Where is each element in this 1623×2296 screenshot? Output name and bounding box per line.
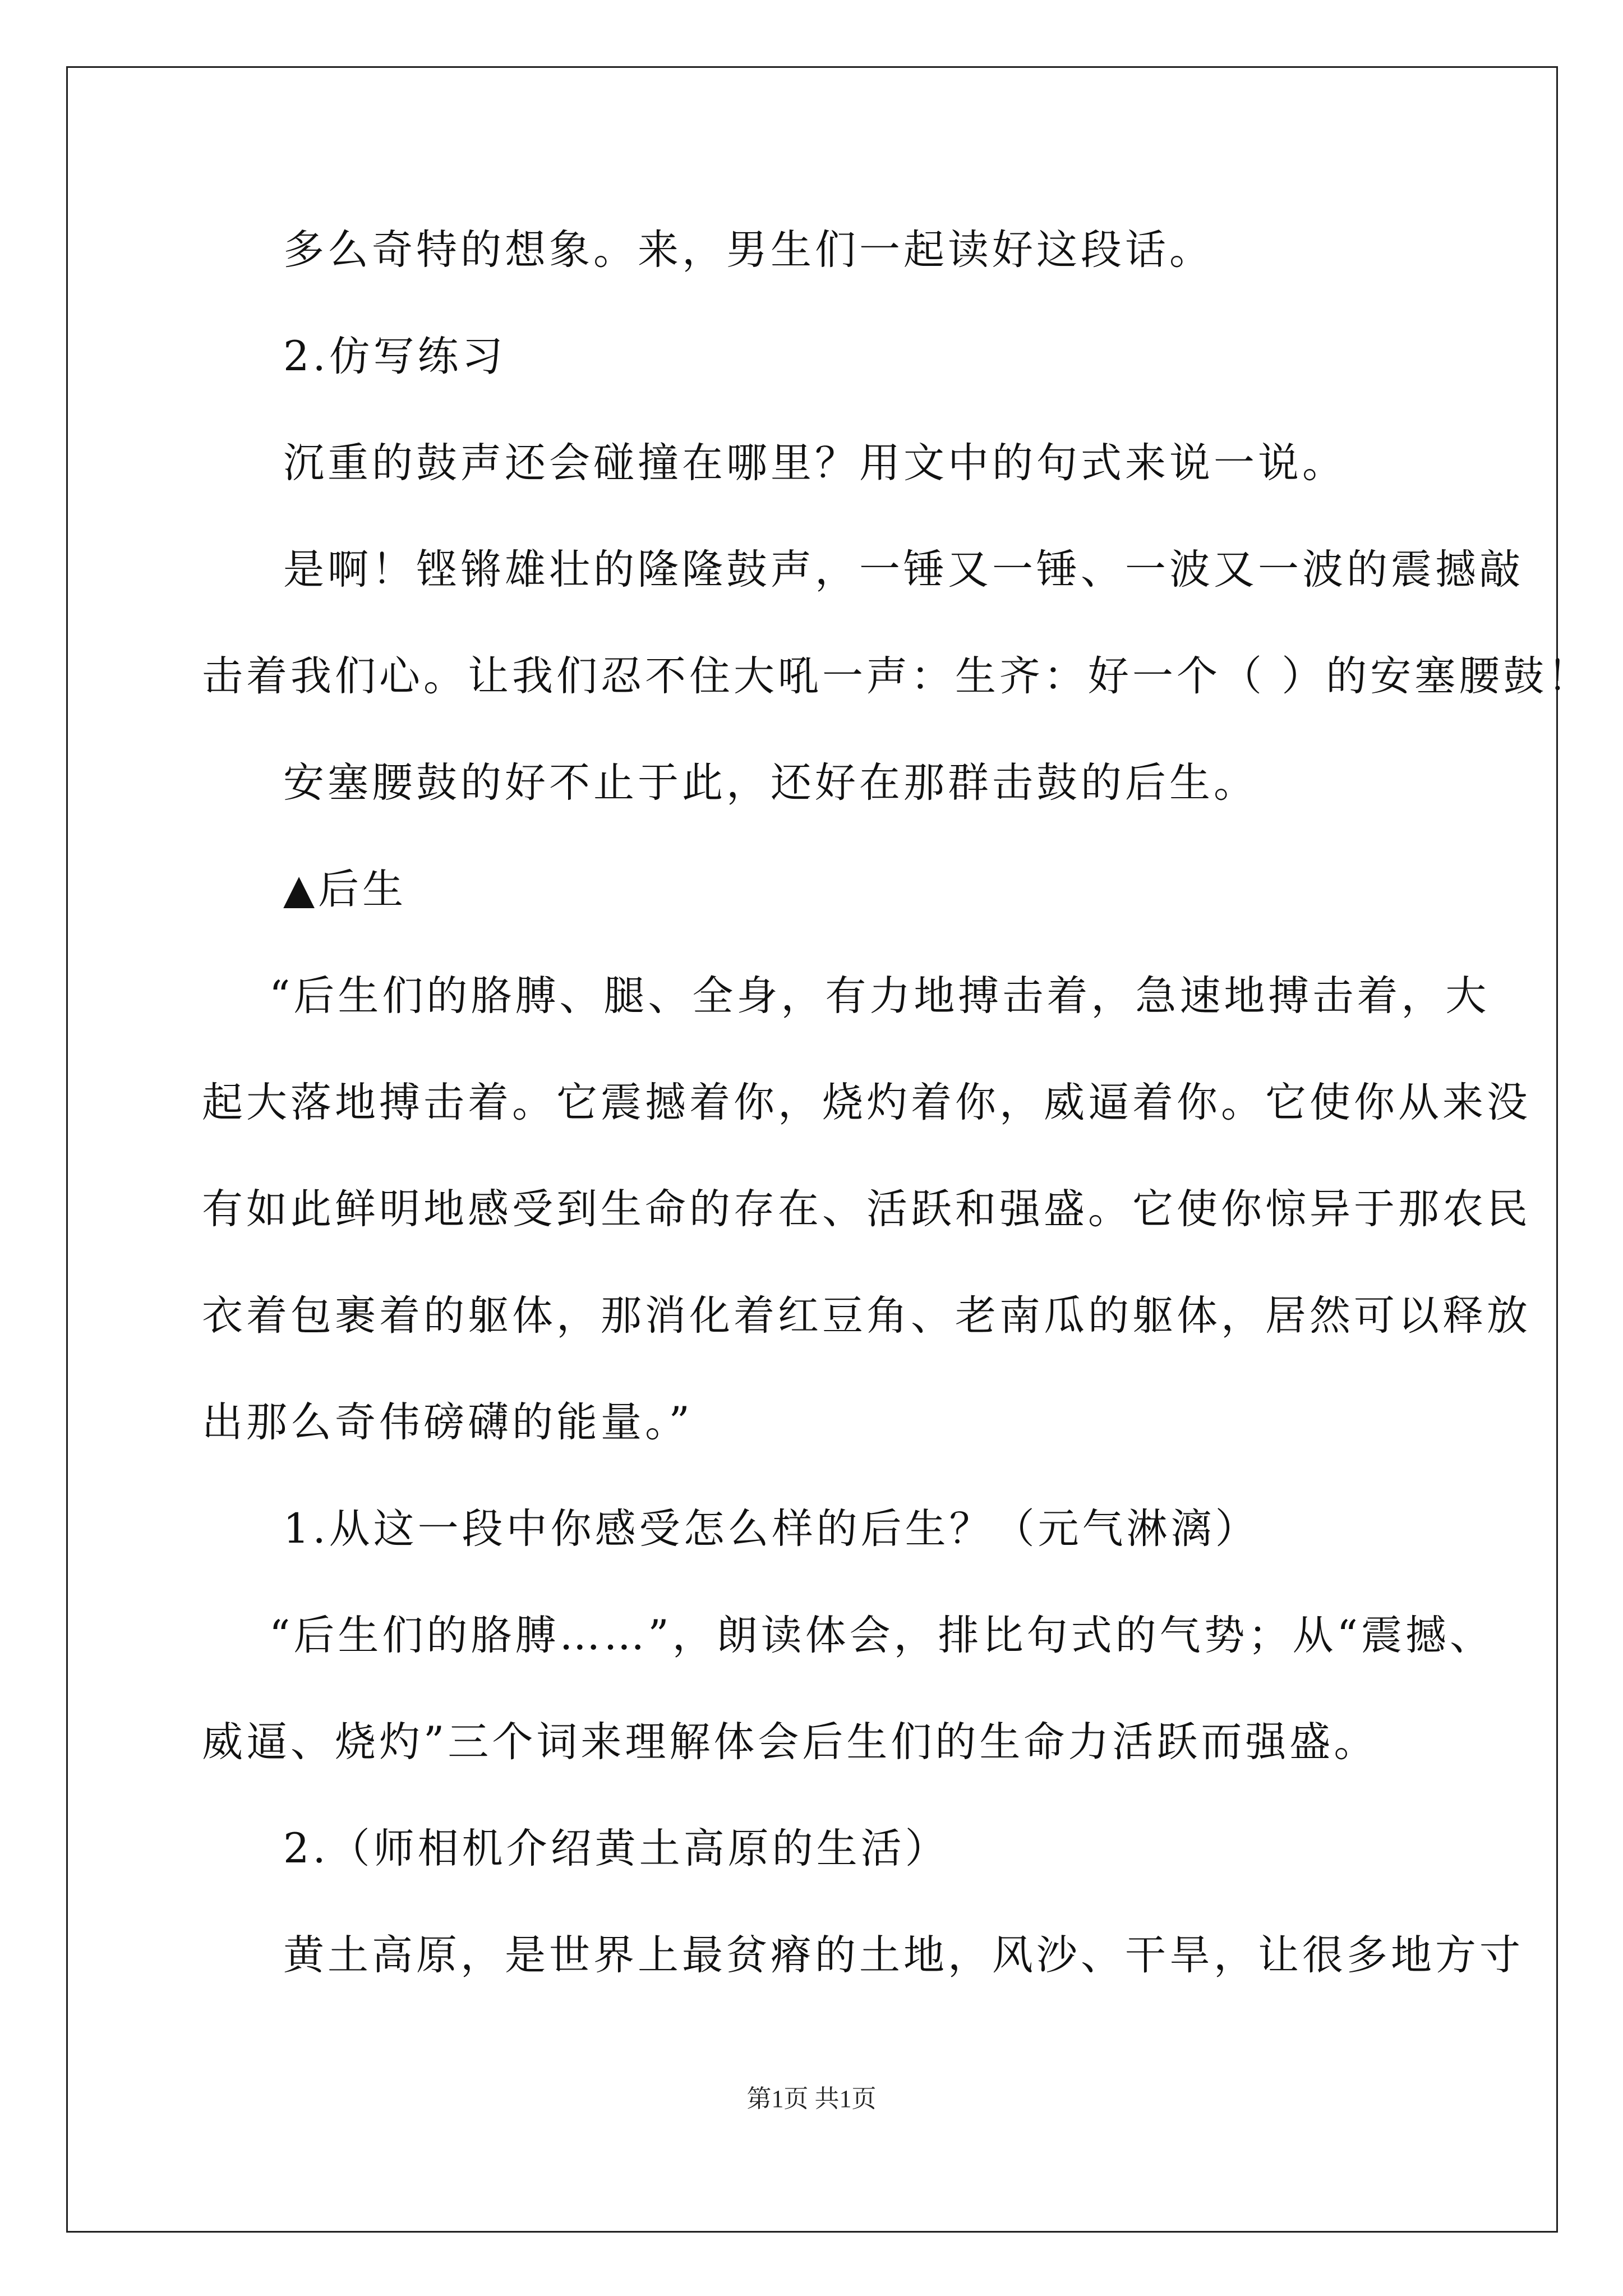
- quote-line: 衣着包裹着的躯体，那消化着红豆角、老南瓜的躯体，居然可以释放: [202, 1292, 1531, 1340]
- section-heading: 2.仿写练习: [283, 333, 506, 380]
- page-footer: 第1页 共1页: [746, 2085, 877, 2113]
- paragraph-line: 1.从这一段中你感受怎么样的后生？（元气淋漓）: [283, 1505, 1260, 1553]
- paragraph-line: 黄土高原，是世界上最贫瘠的土地，风沙、干旱，让很多地方寸: [283, 1931, 1524, 1979]
- quote-line: 有如此鲜明地感受到生命的存在、活跃和强盛。它使你惊异于那农民: [202, 1185, 1531, 1233]
- quote-line: “后生们的胳膊、腿、全身，有力地搏击着，急速地搏击着，大: [269, 972, 1490, 1020]
- paragraph-line: 沉重的鼓声还会碰撞在哪里？用文中的句式来说一说。: [283, 439, 1347, 487]
- paragraph-line: 安塞腰鼓的好不止于此，还好在那群击鼓的后生。: [283, 759, 1258, 807]
- section-heading: ▲后生: [283, 866, 407, 913]
- quote-line: 起大落地搏击着。它震撼着你，烧灼着你，威逼着你。它使你从来没: [202, 1079, 1531, 1126]
- page-border: [66, 66, 1558, 2233]
- paragraph-line: “后生们的胳膊……”，朗读体会，排比句式的气势；从“震撼、: [269, 1612, 1494, 1659]
- paragraph-line: 是啊！铿锵雄壮的隆隆鼓声，一锤又一锤、一波又一波的震撼敲: [283, 546, 1524, 593]
- paragraph-line: 击着我们心。让我们忍不住大吼一声：生齐：好一个（ ）的安塞腰鼓！: [202, 652, 1592, 700]
- paragraph-line: 威逼、烧灼”三个词来理解体会后生们的生命力活跃而强盛。: [202, 1718, 1378, 1766]
- quote-line: 出那么奇伟磅礴的能量。”: [202, 1398, 693, 1446]
- paragraph-line: 多么奇特的想象。来，男生们一起读好这段话。: [283, 226, 1214, 274]
- section-heading: 2.（师相机介绍黄土高原的生活）: [283, 1825, 949, 1872]
